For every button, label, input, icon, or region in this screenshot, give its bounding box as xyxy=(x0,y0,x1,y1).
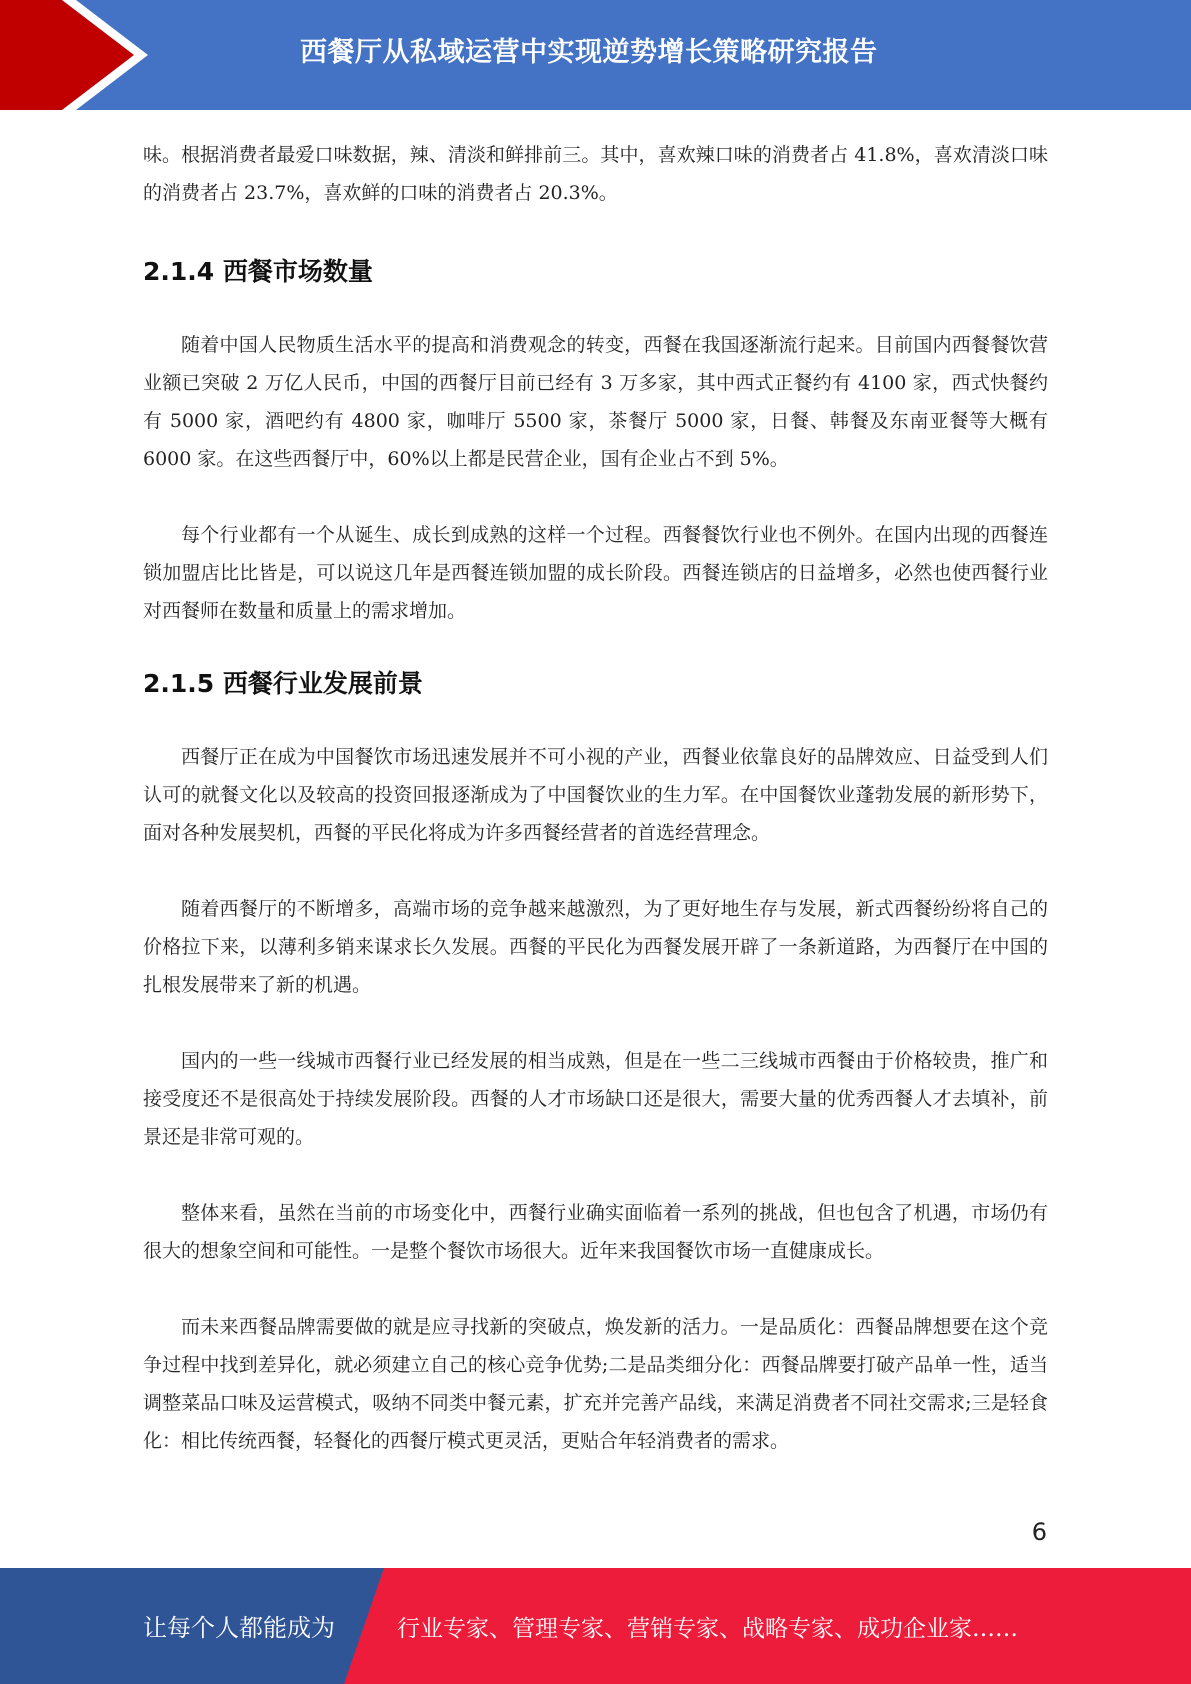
footer-slogan-lead: 让每个人都能成为 xyxy=(143,1614,335,1642)
paragraph: 随着西餐厅的不断增多，高端市场的竞争越来越激烈，为了更好地生存与发展，新式西餐纷纷将自己的价格拉下来，以薄利多销来谋求长久发展。西餐的平民化为西餐发展开辟了一条新道路，为西餐厅在中国的扎根发展带来了新的机遇。 xyxy=(143,898,1048,996)
paragraph: 西餐厅正在成为中国餐饮市场迅速发展并不可小视的产业，西餐业依靠良好的品牌效应、日益受到人们认可的就餐文化以及较高的投资回报逐渐成为了中国餐饮业的生力军。在中国餐饮业蓬勃发展的新形势下，面对各种发展契机，西餐的平民化将成为许多西餐经营者的首选经营理念。 xyxy=(143,746,1048,844)
page-number: 6 xyxy=(1031,1518,1047,1546)
paragraph: 整体来看，虽然在当前的市场变化中，西餐行业确实面临着一系列的挑战，但也包含了机遇，市场仍有很大的想象空间和可能性。一是整个餐饮市场很大。近年来我国餐饮市场一直健康成长。 xyxy=(143,1202,1048,1262)
paragraph: 随着中国人民物质生活水平的提高和消费观念的转变，西餐在我国逐渐流行起来。目前国内西餐餐饮营业额已突破 2 万亿人民币，中国的西餐厅目前已经有 3 万多家，其中西式正餐约有 4100 家，西式快餐约有 5000 家，酒吧约有 4800 家，咖啡厅 5500 家，茶餐厅 5000 家，日餐、韩餐及东南亚餐等大概有 6000 家。在这些西餐厅中，60%以上都是民营企业，国有企业占不到 5%。 xyxy=(143,334,1048,470)
page-footer xyxy=(0,1568,1191,1684)
report-title: 西餐厅从私域运营中实现逆势增长策略研究报告 xyxy=(300,37,878,68)
footer-slogan-roles: 行业专家、管理专家、营销专家、战略专家、成功企业家…… xyxy=(397,1616,1018,1642)
document-body xyxy=(143,136,1048,1460)
paragraph: 国内的一些一线城市西餐行业已经发展的相当成熟，但是在一些二三线城市西餐由于价格较贵，推广和接受度还不是很高处于持续发展阶段。西餐的人才市场缺口还是很大，需要大量的优秀西餐人才去填补，前景还是非常可观的。 xyxy=(143,1050,1048,1148)
section-heading-2-1-5: 2.1.5 西餐行业发展前景 xyxy=(143,669,423,698)
paragraph: 而未来西餐品牌需要做的就是应寻找新的突破点，焕发新的活力。一是品质化：西餐品牌想要在这个竞争过程中找到差异化，就必须建立自己的核心竞争优势;二是品类细分化：西餐品牌要打破产品单一性，适当调整菜品口味及运营模式，吸纳不同类中餐元素，扩充并完善产品线，来满足消费者不同社交需求;三是轻食化：相比传统西餐，轻餐化的西餐厅模式更灵活，更贴合年轻消费者的需求。 xyxy=(143,1316,1048,1452)
header-chevron-icon xyxy=(0,0,160,110)
paragraph: 味。根据消费者最爱口味数据，辣、清淡和鲜排前三。其中，喜欢辣口味的消费者占 41.8%，喜欢清淡口味的消费者占 23.7%，喜欢鲜的口味的消费者占 20.3%。 xyxy=(143,144,1048,204)
section-heading-2-1-4: 2.1.4 西餐市场数量 xyxy=(143,257,373,286)
paragraph: 每个行业都有一个从诞生、成长到成熟的这样一个过程。西餐餐饮行业也不例外。在国内出现的西餐连锁加盟店比比皆是，可以说这几年是西餐连锁加盟的成长阶段。西餐连锁店的日益增多，必然也使西餐行业对西餐师在数量和质量上的需求增加。 xyxy=(143,524,1048,622)
page-header xyxy=(0,0,1191,110)
